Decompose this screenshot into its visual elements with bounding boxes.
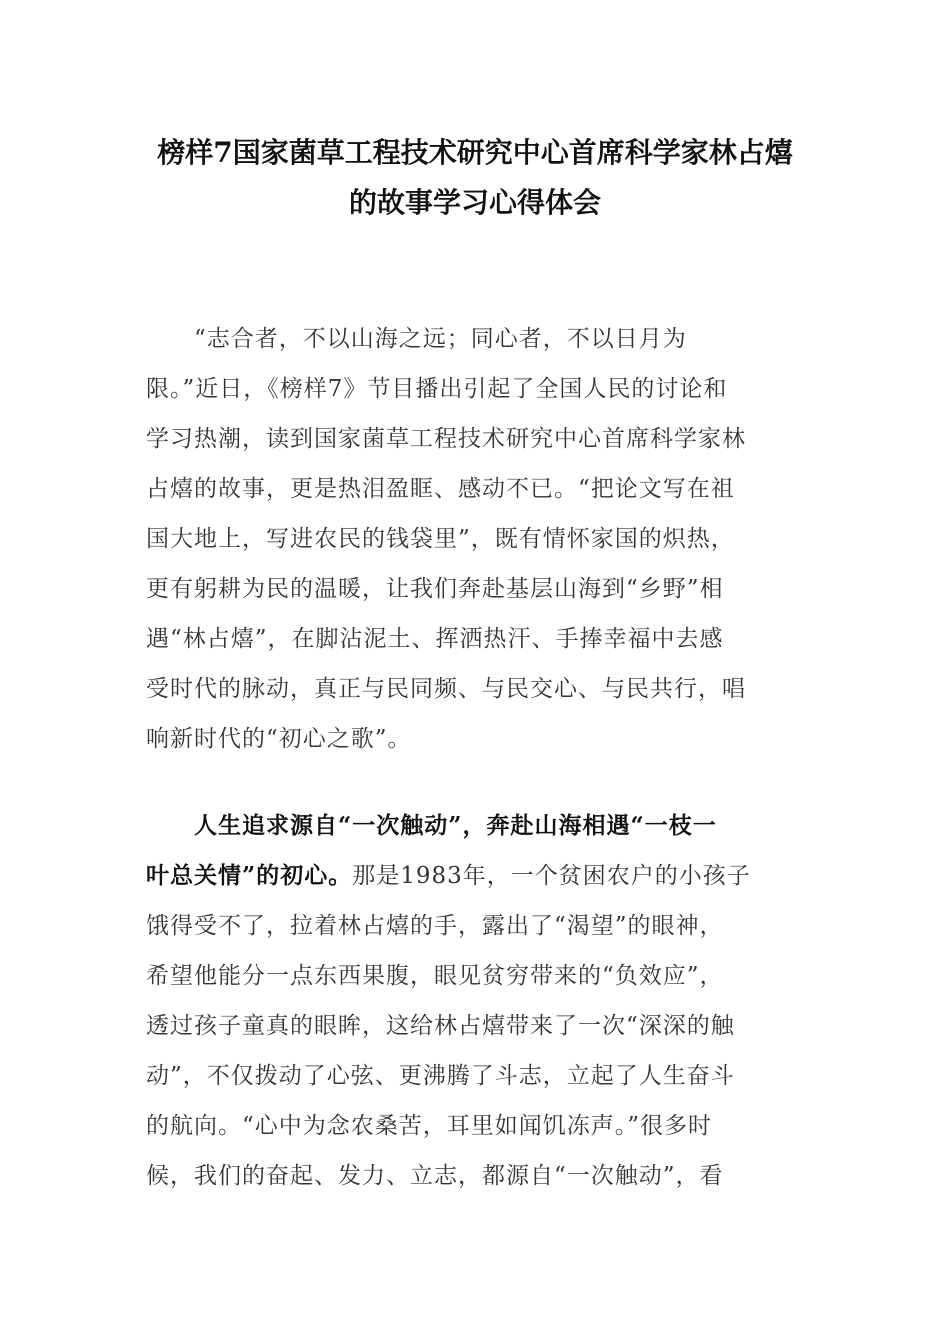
paragraph-line: 受时代的脉动，真正与民同频、与民交心、与民共行，唱 — [146, 676, 746, 702]
section-heading-line: 人生追求源自“一次触动”，奔赴山海相遇“一枝一 — [194, 812, 717, 839]
paragraph-line: 遇“林占熺”，在脚沾泥土、挥洒热汗、手捧幸福中去感 — [146, 626, 724, 652]
paragraph-intro — [146, 314, 806, 764]
paragraph-line: 的航向。“心中为念农桑苦，耳里如闻饥冻声。”很多时 — [146, 1113, 713, 1139]
paragraph-line-rest: 那是1983年，一个贫困农户的小孩子 — [352, 863, 751, 889]
paragraph-line: 响新时代的“初心之歌”。 — [146, 726, 412, 752]
paragraph-line — [146, 851, 806, 901]
paragraph-line: 饿得受不了，拉着林占熺的手，露出了“渴望”的眼神， — [146, 913, 724, 939]
paragraph-line: 透过孩子童真的眼眸，这给林占熺带来了一次“深深的触 — [146, 1013, 735, 1039]
title-line-2: 的故事学习心得体会 — [348, 186, 601, 219]
paragraph-line: 限。”近日，《榜样7》节目播出引起了全国人民的讨论和 — [146, 376, 728, 402]
paragraph-line: 动”，不仅拨动了心弦、更沸腾了斗志，立起了人生奋斗 — [146, 1063, 735, 1089]
title-line-1: 榜样7国家菌草工程技术研究中心首席科学家林占熺 — [157, 136, 793, 169]
paragraph-line: 学习热潮，读到国家菌草工程技术研究中心首席科学家林 — [146, 426, 746, 452]
section-heading-tail: 叶总关情”的初心。 — [146, 862, 353, 889]
paragraph-line: “志合者，不以山海之远；同心者，不以日月为 — [194, 326, 687, 352]
paragraph-section-1 — [146, 801, 806, 1201]
paragraph-line: 希望他能分一点东西果腹，眼见贫穷带来的“负效应”， — [146, 963, 724, 989]
document-title — [140, 128, 810, 228]
paragraph-line: 国大地上，写进农民的钱袋里”，既有情怀家国的炽热， — [146, 526, 735, 552]
paragraph-line: 候，我们的奋起、发力、立志，都源自“一次触动”，看 — [146, 1163, 724, 1189]
paragraph-line: 更有躬耕为民的温暖，让我们奔赴基层山海到“乡野”相 — [146, 576, 724, 602]
paragraph-line: 占熺的故事，更是热泪盈眶、感动不已。“把论文写在祖 — [146, 476, 735, 502]
